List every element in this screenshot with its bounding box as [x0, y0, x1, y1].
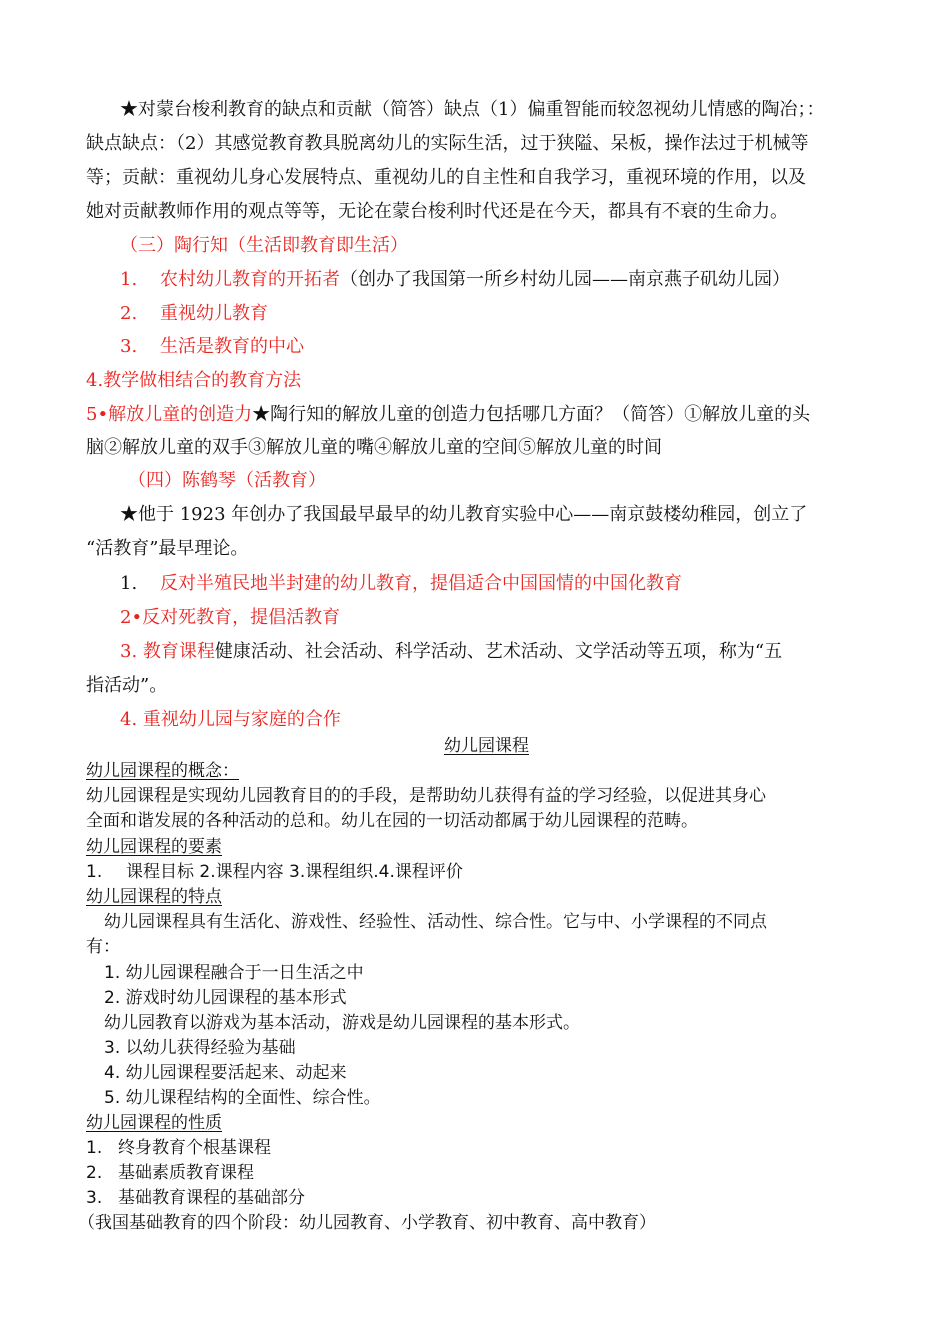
- tao-item-1: [120, 265, 790, 291]
- concept-heading: 幼儿园课程的概念：: [86, 761, 239, 781]
- features-item: 2. 游戏时幼儿园课程的基本形式: [104, 988, 347, 1008]
- elements-list: [86, 857, 463, 882]
- montessori-line-1: ★对蒙台梭利教育的缺点和贡献（简答）缺点（1）偏重智能而较忽视幼儿情感的陶冶；：: [120, 99, 825, 120]
- tao-item-1-highlight: 农村幼儿教育的开拓者: [160, 269, 340, 290]
- elements-text: 课程目标 2.课程内容 3.课程组织.4.课程评价: [126, 862, 463, 882]
- chen-paragraph-line-2: “活教育”最早理论。: [86, 538, 249, 559]
- chen-item-3-highlight: 3. 教育课程: [120, 641, 215, 662]
- nature-item: [86, 1133, 271, 1158]
- tao-item-1-rest: （创办了我国第一所乡村幼儿园——南京燕子矶幼儿园）: [340, 269, 790, 290]
- nature-item-text: 基础教育课程的基础部分: [118, 1188, 305, 1208]
- elements-heading: 幼儿园课程的要素: [86, 837, 222, 857]
- list-number: 2.: [86, 1163, 103, 1183]
- list-number: 2.: [120, 303, 138, 324]
- montessori-line-4: 她对贡献教师作用的观点等等，无论在蒙台梭利时代还是在今天，都具有不衰的生命力。: [86, 201, 788, 222]
- features-heading: 幼儿园课程的特点: [86, 887, 222, 907]
- chen-item-3-line-2: 指活动”。: [86, 675, 168, 696]
- tao-item-2-text: 重视幼儿教育: [160, 303, 268, 324]
- section-title: 幼儿园课程: [444, 736, 529, 756]
- montessori-line-3: 等；贡献：重视幼儿身心发展特点、重视幼儿的自主性和自我学习，重视环境的作用，以及: [86, 167, 806, 188]
- chen-item-2: 2•反对死教育，提倡活教育: [120, 607, 341, 628]
- list-number: 1.: [120, 573, 138, 594]
- features-item: 3. 以幼儿获得经验为基础: [104, 1038, 296, 1058]
- nature-item-text: 终身教育个根基课程: [118, 1138, 271, 1158]
- tao-item-3-text: 生活是教育的中心: [160, 336, 304, 357]
- concept-line-1: 幼儿园课程是实现幼儿园教育目的的手段，是帮助幼儿获得有益的学习经验，以促进其身心: [86, 786, 766, 806]
- concept-line-2: 全面和谐发展的各种活动的总和。幼儿在园的一切活动都属于幼儿园课程的范畴。: [86, 811, 698, 831]
- chen-heading: （四）陈鹤琴（活教育）: [128, 470, 326, 491]
- features-item: 5. 幼儿课程结构的全面性、综合性。: [104, 1088, 381, 1108]
- tao-heading: （三）陶行知（生活即教育即生活）: [120, 235, 408, 256]
- tao-item-5-rest: ★陶行知的解放儿童的创造力包括哪几方面？（简答）①解放儿童的头: [252, 404, 811, 425]
- nature-note: （我国基础教育的四个阶段：幼儿园教育、小学教育、初中教育、高中教育）: [78, 1213, 656, 1233]
- nature-item: [86, 1158, 254, 1183]
- features-item: 1. 幼儿园课程融合于一日生活之中: [104, 963, 364, 983]
- chen-item-3: [120, 637, 782, 663]
- nature-item-text: 基础素质教育课程: [118, 1163, 254, 1183]
- chen-item-1-text: 反对半殖民地半封建的幼儿教育，提倡适合中国国情的中国化教育: [160, 573, 682, 594]
- features-item-note: 幼儿园教育以游戏为基本活动，游戏是幼儿园课程的基本形式。: [104, 1013, 580, 1033]
- chen-item-3-rest: 健康活动、社会活动、科学活动、艺术活动、文学活动等五项，称为“五: [214, 641, 783, 662]
- tao-item-4: 4.教学做相结合的教育方法: [86, 370, 302, 391]
- chen-paragraph-line-1: ★他于 1923 年创办了我国最早最早的幼儿教育实验中心——南京鼓楼幼稚园，创立了: [120, 504, 808, 525]
- tao-item-2: [120, 299, 268, 325]
- list-number: 1.: [86, 862, 103, 882]
- tao-item-5-line-2: 脑②解放儿童的双手③解放儿童的嘴④解放儿童的空间⑤解放儿童的时间: [86, 437, 662, 458]
- features-line-1: 幼儿园课程具有生活化、游戏性、经验性、活动性、综合性。它与中、小学课程的不同点: [104, 912, 767, 932]
- nature-heading: 幼儿园课程的性质: [86, 1113, 222, 1133]
- nature-item: [86, 1183, 305, 1208]
- chen-item-4: 4. 重视幼儿园与家庭的合作: [120, 709, 341, 730]
- list-number: 3.: [120, 336, 138, 357]
- features-item: 4. 幼儿园课程要活起来、动起来: [104, 1063, 347, 1083]
- tao-item-5-highlight: 5•解放儿童的创造力: [86, 404, 253, 425]
- tao-item-3: [120, 332, 304, 358]
- list-number: 1.: [86, 1138, 103, 1158]
- chen-item-1: [120, 569, 682, 595]
- tao-item-5: [86, 400, 810, 426]
- features-line-2: 有：: [86, 937, 120, 957]
- list-number: 3.: [86, 1188, 103, 1208]
- list-number: 1.: [120, 269, 138, 290]
- montessori-line-2: 缺点缺点：（2）其感觉教育教具脱离幼儿的实际生活，过于狭隘、呆板，操作法过于机械等: [86, 133, 809, 154]
